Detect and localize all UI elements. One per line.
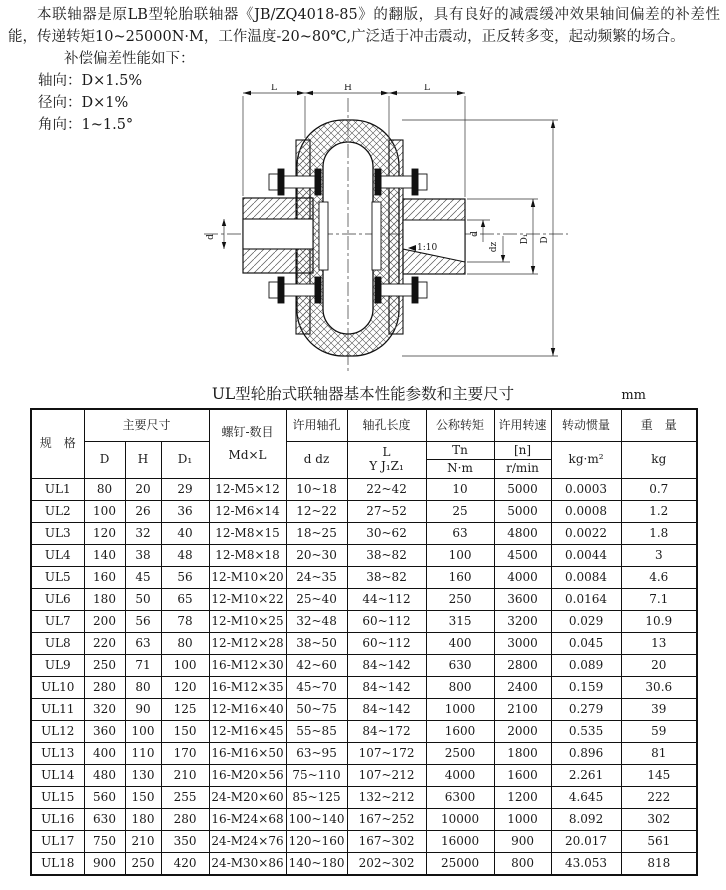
table-header xyxy=(31,409,697,479)
table-cell: 43.053 xyxy=(551,853,621,876)
table-cell: 63~95 xyxy=(286,743,347,765)
table-cell: 120 xyxy=(161,677,209,699)
table-cell: 24-M30×86 xyxy=(209,853,286,876)
table-cell: 350 xyxy=(161,831,209,853)
table-cell: 85~125 xyxy=(286,787,347,809)
col-length-sub-top: L xyxy=(382,445,391,460)
right-clamp-ring xyxy=(372,202,381,270)
table-cell: UL2 xyxy=(31,501,84,523)
table-cell: 32~48 xyxy=(286,611,347,633)
col-speed-sym: [n] xyxy=(494,442,551,460)
table-cell: 0.159 xyxy=(551,677,621,699)
table-cell: UL3 xyxy=(31,523,84,545)
table-cell: 255 xyxy=(161,787,209,809)
col-screws-sub: Md×L xyxy=(228,447,267,462)
table-cell: UL4 xyxy=(31,545,84,567)
table-row xyxy=(31,545,697,567)
table-row xyxy=(31,589,697,611)
table-cell: 100~140 xyxy=(286,809,347,831)
table-cell: 30~62 xyxy=(347,523,426,545)
table-cell: 3000 xyxy=(494,633,551,655)
table-cell: 2000 xyxy=(494,721,551,743)
table-cell: 29 xyxy=(161,479,209,501)
table-cell: 36 xyxy=(161,501,209,523)
table-cell: UL17 xyxy=(31,831,84,853)
col-spec: 规 格 xyxy=(31,409,84,479)
table-cell: 100 xyxy=(161,655,209,677)
table-cell: 360 xyxy=(84,721,125,743)
table-cell: 0.896 xyxy=(551,743,621,765)
table-cell: 222 xyxy=(621,787,697,809)
table-cell: 250 xyxy=(125,853,161,876)
table-cell: UL12 xyxy=(31,721,84,743)
table-cell: 71 xyxy=(125,655,161,677)
table-cell: 12-M10×20 xyxy=(209,567,286,589)
table-cell: 100 xyxy=(84,501,125,523)
col-torque-unit: N·m xyxy=(426,460,494,479)
table-row xyxy=(31,479,697,501)
table-cell: 900 xyxy=(84,853,125,876)
dim-L-right-label: L xyxy=(424,84,430,93)
col-torque: 公称转矩 xyxy=(426,409,494,442)
table-cell: 0.279 xyxy=(551,699,621,721)
table-cell: 800 xyxy=(426,677,494,699)
col-D1: D₁ xyxy=(161,442,209,479)
table-row xyxy=(31,765,697,787)
table-cell: 80 xyxy=(84,479,125,501)
table-row xyxy=(31,677,697,699)
spec-angular: 角向：1~1.5° xyxy=(38,117,134,133)
table-cell: 480 xyxy=(84,765,125,787)
table-cell: 167~302 xyxy=(347,831,426,853)
table-cell: 18~25 xyxy=(286,523,347,545)
table-row xyxy=(31,655,697,677)
table-cell: 320 xyxy=(84,699,125,721)
table-cell: 10.9 xyxy=(621,611,697,633)
table-cell: 84~142 xyxy=(347,677,426,699)
table-cell: 44~112 xyxy=(347,589,426,611)
table-cell: 150 xyxy=(161,721,209,743)
table-cell: 400 xyxy=(426,633,494,655)
table-cell: 38~82 xyxy=(347,545,426,567)
table-cell: 90 xyxy=(125,699,161,721)
col-weight-unit: kg xyxy=(621,442,697,479)
table-row xyxy=(31,743,697,765)
col-bore-sub: d dz xyxy=(286,442,347,479)
table-row xyxy=(31,809,697,831)
table-cell: UL1 xyxy=(31,479,84,501)
table-cell: 24~35 xyxy=(286,567,347,589)
table-cell: 12-M8×15 xyxy=(209,523,286,545)
table-cell: 280 xyxy=(84,677,125,699)
table-cell: 210 xyxy=(125,831,161,853)
table-cell: 250 xyxy=(426,589,494,611)
table-cell: 630 xyxy=(84,809,125,831)
table-cell: 25~40 xyxy=(286,589,347,611)
table-cell: 0.7 xyxy=(621,479,697,501)
col-weight: 重 量 xyxy=(621,409,697,442)
table-cell: 1200 xyxy=(494,787,551,809)
table-cell: 1.8 xyxy=(621,523,697,545)
table-cell: 20 xyxy=(125,479,161,501)
dim-H-label: H xyxy=(344,84,352,93)
table-cell: UL8 xyxy=(31,633,84,655)
table-cell: 120 xyxy=(84,523,125,545)
spec-table-section xyxy=(30,383,696,876)
table-cell: 12-M10×22 xyxy=(209,589,286,611)
table-title: UL型轮胎式联轴器基本性能参数和主要尺寸 xyxy=(211,385,515,403)
col-bore: 许用轴孔 xyxy=(286,409,347,442)
table-cell: 25000 xyxy=(426,853,494,876)
table-cell: 84~142 xyxy=(347,655,426,677)
table-cell: 0.0008 xyxy=(551,501,621,523)
table-cell: UL9 xyxy=(31,655,84,677)
table-cell: 420 xyxy=(161,853,209,876)
table-cell: 1800 xyxy=(494,743,551,765)
table-cell: 13 xyxy=(621,633,697,655)
table-cell: 900 xyxy=(494,831,551,853)
table-cell: UL6 xyxy=(31,589,84,611)
table-cell: 210 xyxy=(161,765,209,787)
table-cell: 20.017 xyxy=(551,831,621,853)
table-body xyxy=(31,479,697,876)
table-cell: 25 xyxy=(426,501,494,523)
table-cell: 16000 xyxy=(426,831,494,853)
table-cell: 3 xyxy=(621,545,697,567)
table-cell: 56 xyxy=(161,567,209,589)
table-cell: 30.6 xyxy=(621,677,697,699)
coupling-cross-section-drawing xyxy=(86,84,646,384)
col-speed: 许用转速 xyxy=(494,409,551,442)
table-cell: 200 xyxy=(84,611,125,633)
dim-D-label: D xyxy=(540,236,550,244)
table-cell: 8.092 xyxy=(551,809,621,831)
table-row xyxy=(31,633,697,655)
table-cell: 55~85 xyxy=(286,721,347,743)
table-cell: 107~172 xyxy=(347,743,426,765)
col-torque-sym: Tn xyxy=(426,442,494,460)
table-cell: UL5 xyxy=(31,567,84,589)
dim-d-left-label: d xyxy=(206,234,216,240)
table-cell: 50~75 xyxy=(286,699,347,721)
table-row xyxy=(31,611,697,633)
table-cell: 24-M20×60 xyxy=(209,787,286,809)
taper-label: 1:10 xyxy=(417,243,438,253)
table-cell: 16-M12×35 xyxy=(209,677,286,699)
table-cell: 20 xyxy=(621,655,697,677)
table-cell: 12~22 xyxy=(286,501,347,523)
table-cell: 150 xyxy=(125,787,161,809)
table-cell: 12-M8×18 xyxy=(209,545,286,567)
table-cell: 16-M20×56 xyxy=(209,765,286,787)
table-cell: 250 xyxy=(84,655,125,677)
table-cell: UL15 xyxy=(31,787,84,809)
table-row xyxy=(31,853,697,876)
table-cell: 0.0003 xyxy=(551,479,621,501)
table-cell: 3200 xyxy=(494,611,551,633)
table-cell: 125 xyxy=(161,699,209,721)
table-row xyxy=(31,831,697,853)
table-cell: 60~112 xyxy=(347,611,426,633)
table-cell: 302 xyxy=(621,809,697,831)
table-cell: 12-M10×25 xyxy=(209,611,286,633)
table-row xyxy=(31,523,697,545)
left-clamp-ring xyxy=(319,202,328,270)
col-D: D xyxy=(84,442,125,479)
table-cell: 26 xyxy=(125,501,161,523)
table-title-row xyxy=(30,383,696,408)
table-cell: 5000 xyxy=(494,501,551,523)
table-cell: 24-M24×76 xyxy=(209,831,286,853)
table-cell: 0.089 xyxy=(551,655,621,677)
col-screws-label: 螺钉-数目 xyxy=(221,424,274,439)
table-cell: 0.0044 xyxy=(551,545,621,567)
table-cell: 22~42 xyxy=(347,479,426,501)
table-cell: 40 xyxy=(161,523,209,545)
table-cell: 0.0022 xyxy=(551,523,621,545)
table-cell: 120~160 xyxy=(286,831,347,853)
col-length-sub xyxy=(347,442,426,479)
table-cell: 5000 xyxy=(494,479,551,501)
table-cell: 110 xyxy=(125,743,161,765)
intro-paragraph: 本联轴器是原LB型轮胎联轴器《JB/ZQ4018-85》的翻版，具有良好的减震缓冲效果轴间偏差的补差性能，传递转矩10~25000N·M，工作温度-20~80℃,广泛适于冲击震动，正反转多变，起动频繁的场合。 xyxy=(8,7,720,45)
table-cell: 12-M16×45 xyxy=(209,721,286,743)
table-cell: UL13 xyxy=(31,743,84,765)
table-cell: 800 xyxy=(494,853,551,876)
table-cell: 38~82 xyxy=(347,567,426,589)
dim-dz-label: dz xyxy=(489,241,499,253)
spec-table xyxy=(30,408,698,876)
table-cell: 60~112 xyxy=(347,633,426,655)
table-cell: 4800 xyxy=(494,523,551,545)
table-cell: 20~30 xyxy=(286,545,347,567)
table-cell: 100 xyxy=(426,545,494,567)
table-cell: 107~212 xyxy=(347,765,426,787)
table-row xyxy=(31,501,697,523)
table-cell: 1000 xyxy=(494,809,551,831)
table-cell: 180 xyxy=(84,589,125,611)
table-cell: 10~18 xyxy=(286,479,347,501)
table-unit-label: mm xyxy=(621,388,646,403)
table-cell: 2500 xyxy=(426,743,494,765)
dim-d-right-label: d xyxy=(470,231,480,237)
table-cell: 0.0084 xyxy=(551,567,621,589)
table-cell: 167~252 xyxy=(347,809,426,831)
table-cell: 38 xyxy=(125,545,161,567)
table-cell: UL18 xyxy=(31,853,84,876)
table-cell: 3600 xyxy=(494,589,551,611)
table-cell: 39 xyxy=(621,699,697,721)
table-cell: 12-M16×40 xyxy=(209,699,286,721)
table-cell: 202~302 xyxy=(347,853,426,876)
table-cell: 561 xyxy=(621,831,697,853)
table-cell: 10 xyxy=(426,479,494,501)
table-cell: 560 xyxy=(84,787,125,809)
table-cell: UL11 xyxy=(31,699,84,721)
table-cell: 160 xyxy=(426,567,494,589)
table-cell: 0.0164 xyxy=(551,589,621,611)
col-inertia-unit: kg·m² xyxy=(551,442,621,479)
table-cell: 220 xyxy=(84,633,125,655)
table-cell: 56 xyxy=(125,611,161,633)
table-cell: 59 xyxy=(621,721,697,743)
col-length-sub-bottom: Y J₁Z₁ xyxy=(369,459,404,473)
table-cell: 63 xyxy=(426,523,494,545)
table-cell: 80 xyxy=(161,633,209,655)
table-cell: 130 xyxy=(125,765,161,787)
table-cell: 170 xyxy=(161,743,209,765)
table-cell: 180 xyxy=(125,809,161,831)
table-cell: 4000 xyxy=(494,567,551,589)
col-inertia: 转动惯量 xyxy=(551,409,621,442)
table-cell: 10000 xyxy=(426,809,494,831)
table-row xyxy=(31,787,697,809)
table-row xyxy=(31,699,697,721)
table-cell: 630 xyxy=(426,655,494,677)
table-cell: 45~70 xyxy=(286,677,347,699)
table-cell: 280 xyxy=(161,809,209,831)
col-length: 轴孔长度 xyxy=(347,409,426,442)
table-cell: 80 xyxy=(125,677,161,699)
table-cell: UL16 xyxy=(31,809,84,831)
table-cell: 0.045 xyxy=(551,633,621,655)
table-cell: 4000 xyxy=(426,765,494,787)
table-cell: 140 xyxy=(84,545,125,567)
table-cell: 45 xyxy=(125,567,161,589)
table-cell: 818 xyxy=(621,853,697,876)
table-cell: 50 xyxy=(125,589,161,611)
table-row xyxy=(31,567,697,589)
table-cell: 27~52 xyxy=(347,501,426,523)
table-cell: 1.2 xyxy=(621,501,697,523)
table-cell: 16-M12×30 xyxy=(209,655,286,677)
col-speed-unit: r/min xyxy=(494,460,551,479)
table-cell: 75~110 xyxy=(286,765,347,787)
table-cell: 160 xyxy=(84,567,125,589)
intro-subtitle: 补偿偏差性能如下： xyxy=(64,51,195,67)
table-cell: UL10 xyxy=(31,677,84,699)
table-cell: 0.029 xyxy=(551,611,621,633)
table-cell: 63 xyxy=(125,633,161,655)
table-cell: 16-M16×50 xyxy=(209,743,286,765)
dim-D1-label: D₁ xyxy=(520,233,530,245)
table-cell: 12-M5×12 xyxy=(209,479,286,501)
table-cell: 12-M12×28 xyxy=(209,633,286,655)
table-cell: 4.645 xyxy=(551,787,621,809)
table-cell: 100 xyxy=(125,721,161,743)
col-H: H xyxy=(125,442,161,479)
table-cell: 32 xyxy=(125,523,161,545)
table-cell: 1000 xyxy=(426,699,494,721)
table-cell: 315 xyxy=(426,611,494,633)
table-cell: 1600 xyxy=(494,765,551,787)
table-cell: 65 xyxy=(161,589,209,611)
table-cell: 48 xyxy=(161,545,209,567)
table-cell: 38~50 xyxy=(286,633,347,655)
table-cell: 4.6 xyxy=(621,567,697,589)
table-cell: 84~142 xyxy=(347,699,426,721)
table-cell: 2800 xyxy=(494,655,551,677)
dim-L-left-label: L xyxy=(271,84,277,93)
table-cell: 2100 xyxy=(494,699,551,721)
table-row xyxy=(31,721,697,743)
col-main-dims: 主要尺寸 xyxy=(84,409,209,442)
table-cell: 12-M6×14 xyxy=(209,501,286,523)
table-cell: 400 xyxy=(84,743,125,765)
table-cell: 78 xyxy=(161,611,209,633)
spec-radial: 径向：D×1% xyxy=(38,95,129,111)
table-cell: 4500 xyxy=(494,545,551,567)
table-cell: 2400 xyxy=(494,677,551,699)
col-screws xyxy=(209,409,286,479)
table-cell: 750 xyxy=(84,831,125,853)
table-cell: 1600 xyxy=(426,721,494,743)
table-cell: 0.535 xyxy=(551,721,621,743)
left-bore xyxy=(243,219,313,249)
table-cell: 16-M24×68 xyxy=(209,809,286,831)
right-flange xyxy=(389,140,403,334)
table-cell: 81 xyxy=(621,743,697,765)
table-cell: 42~60 xyxy=(286,655,347,677)
table-cell: 6300 xyxy=(426,787,494,809)
table-cell: 140~180 xyxy=(286,853,347,876)
spec-axial: 轴向：D×1.5% xyxy=(38,73,143,89)
table-cell: UL14 xyxy=(31,765,84,787)
table-cell: UL7 xyxy=(31,611,84,633)
table-cell: 84~172 xyxy=(347,721,426,743)
table-cell: 132~212 xyxy=(347,787,426,809)
table-cell: 7.1 xyxy=(621,589,697,611)
table-cell: 2.261 xyxy=(551,765,621,787)
table-cell: 145 xyxy=(621,765,697,787)
dimension-d-right-arrows xyxy=(481,220,505,262)
